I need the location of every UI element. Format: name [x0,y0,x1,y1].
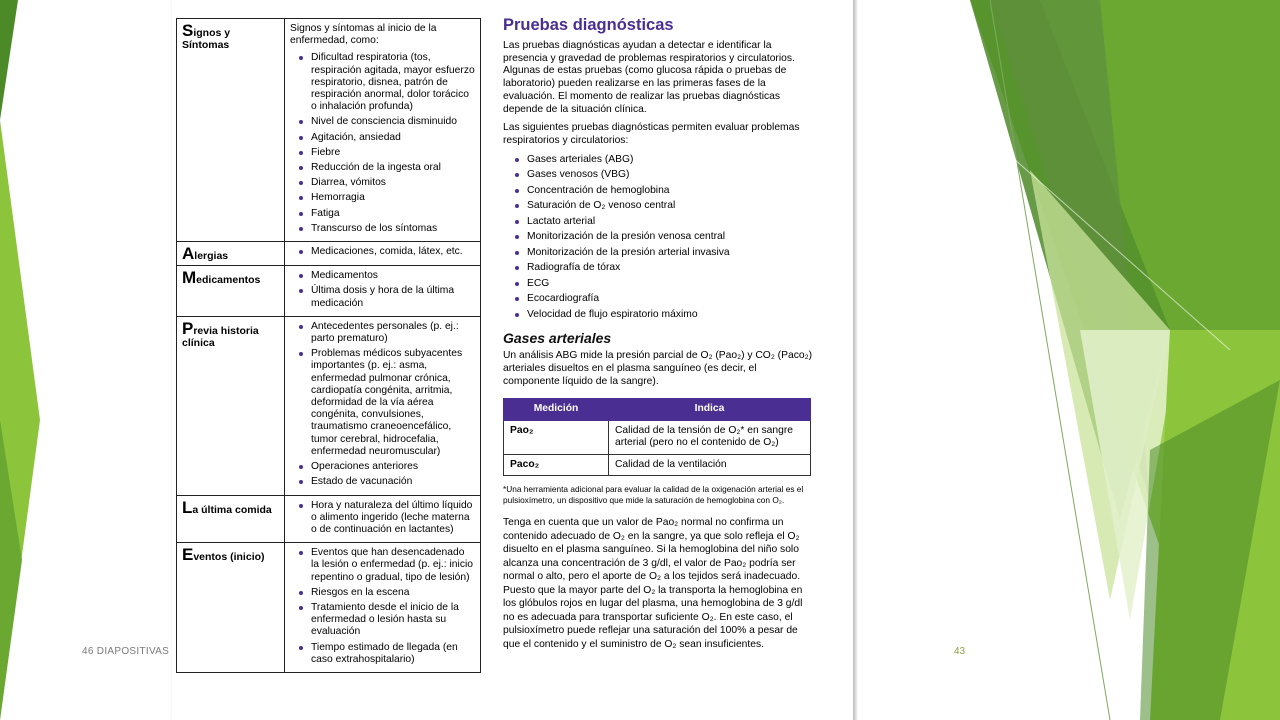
table-row [177,242,481,266]
table-header: Indica [609,399,811,421]
slide-count-footer: 46 DIAPOSITIVAS [82,646,170,657]
table-cell: Pao₂ [504,420,609,454]
sample-row-content [285,19,481,242]
list-item: Dificultad respiratoria (tos, respiración agitada, mayor esfuerzo respiratorio, disnea, patrón de respiración anormal, dolor torácico o inhalación profunda) [299,52,475,113]
sample-row-heading [177,242,285,266]
list-item: Agitación, ansiedad [299,132,475,144]
sample-row-heading [177,266,285,317]
sample-row-heading [177,495,285,543]
list-item: Fatiga [299,208,475,220]
list-item: Hora y naturaleza del último líquido o alimento ingerido (leche materna o de continuación en lactantes) [299,500,475,537]
right-column [503,12,815,657]
sample-list [290,547,475,666]
sample-letter: M [182,268,197,288]
table-cell: Calidad de la ventilación [609,454,811,476]
left-green-decoration [0,0,40,720]
list-item: ECG [513,278,815,291]
sample-row-content [285,266,481,317]
list-item: Tratamiento desde el inicio de la enfermedad o lesión hasta su evaluación [299,602,475,639]
paragraph: Las siguientes pruebas diagnósticas permiten evaluar problemas respiratorios y circulatorios: [503,122,800,146]
sample-list [290,500,475,537]
sample-row-content [285,242,481,266]
sample-row-heading [177,543,285,673]
list-item: Operaciones anteriores [299,461,475,473]
table-row [504,454,811,476]
list-item: Monitorización de la presión venosa central [513,231,815,244]
sample-row-heading [177,19,285,242]
list-item: Velocidad de flujo espiratorio máximo [513,309,815,322]
sample-heading-text: a última comida [192,503,272,516]
paragraph: Las pruebas diagnósticas ayudan a detectar e identificar la presencia y gravedad de problemas respiratorios y circulatorios. Algunas de estas pruebas (como glucosa rápida o pruebas de laboratorio) pueden realizarse en las primeras fases de la evaluación. El momento de realizar las pruebas diagnósticas depende de la situación clínica. [503,40,795,115]
sample-letter: S [182,21,194,40]
table-header: Medición [504,399,609,421]
sample-heading-text: lergias [194,250,229,263]
list-item: Nivel de consciencia disminuido [299,116,475,128]
sample-letter: P [182,318,194,338]
table-row [177,543,481,673]
sample-list [290,52,475,235]
list-item: Lactato arterial [513,216,815,229]
footnote: *Una herramienta adicional para evaluar la calidad de la oxigenación arterial es el pulsioxímetro, un dispositivo que mide la saturación de hemoglobina con O₂. [503,484,804,506]
sample-row-content [285,543,481,673]
list-item: Estado de vacunación [299,476,475,488]
list-item: Monitorización de la presión arterial invasiva [513,247,815,260]
table-row [504,420,811,454]
sample-letter: L [182,497,193,517]
sample-row-heading [177,316,285,495]
sample-letter: E [182,545,194,565]
list-item: Antecedentes personales (p. ej.: parto prematuro) [299,321,475,345]
list-item: Ecocardiografía [513,293,815,306]
sample-row-content [285,316,481,495]
tests-list [503,154,815,322]
list-item: Problemas médicos subyacentes importantes (p. ej.: asma, enfermedad pulmonar crónica, cardiopatía congénita, arritmia, deformidad de la vía aérea congénita, convulsiones, traumatismo craneoencefálico, tumor cerebral, hidrocefalia, enfermedad neuromuscular) [299,348,475,458]
list-item: Hemorragia [299,192,475,204]
paragraph: Tenga en cuenta que un valor de Pao₂ normal no confirma un contenido adecuado de O₂ en la sangre, ya que solo refleja el O₂ disuelto en el plasma sanguíneo. Si la hemoglobina del niño solo alcanza una concentración de 3 g/dl, el valor de Pao₂ podría ser normal o alto, pero el aporte de O₂ a los tejidos será inadecuado. Puesto que la mayor parte del O₂ la transporta la hemoglobina en los glóbulos rojos en lugar del plasma, una hemoglobina de 3 g/dl no es adecuada para transportar suficiente O₂. En este caso, el pulsioxímetro puede reflejar una saturación del 100% a pesar de que el contenido y el suministro de O₂ sean insuficientes. [503,517,803,650]
list-item: Radiografía de tórax [513,262,815,275]
paragraph: Un análisis ABG mide la presión parcial de O₂ (Pao₂) y CO₂ (Paco₂) arteriales disueltos en el plasma sanguíneo (es decir, el componente líquido de la sangre). [503,350,812,387]
sample-heading-text: edicamentos [196,274,261,287]
page-number: 43 [954,646,966,657]
list-item: Medicamentos [299,270,475,282]
sample-intro: Signos y síntomas al inicio de la enfermedad, como: [290,23,437,47]
list-item: Tiempo estimado de llegada (en caso extrahospitalario) [299,642,475,666]
sample-heading-text: ventos (inicio) [193,551,265,564]
sample-row-content [285,495,481,543]
list-item: Eventos que han desencadenado la lesión o enfermedad (p. ej.: inicio repentino o gradual, tipo de lesión) [299,547,475,584]
table-row [177,19,481,242]
right-green-decoration [970,0,1280,720]
sample-list [290,321,475,489]
sample-list [290,270,475,310]
list-item: Transcurso de los síntomas [299,223,475,235]
sample-letter: A [182,244,195,264]
list-item: Diarrea, vómitos [299,177,475,189]
table-row [177,495,481,543]
table-cell: Calidad de la tensión de O₂* en sangre arterial (pero no el contenido de O₂) [609,420,811,454]
list-item: Medicaciones, comida, látex, etc. [299,246,475,258]
list-item: Última dosis y hora de la última medicación [299,285,475,309]
table-row [177,266,481,317]
sample-list [290,246,475,258]
list-item: Gases venosos (VBG) [513,169,815,182]
list-item: Fiebre [299,147,475,159]
sample-table [176,18,481,673]
sample-heading-text: ignos y Síntomas [182,27,231,52]
sample-heading-text: revia historia clínica [182,324,259,350]
subsection-title: Gases arteriales [503,330,612,347]
list-item: Gases arteriales (ABG) [513,154,815,167]
page-edge [853,0,857,720]
table-cell: Paco₂ [504,454,609,476]
section-title: Pruebas diagnósticas [503,16,674,34]
list-item: Saturación de O₂ venoso central [513,200,815,213]
list-item: Concentración de hemoglobina [513,185,815,198]
table-row [177,316,481,495]
list-item: Reducción de la ingesta oral [299,162,475,174]
list-item: Riesgos en la escena [299,587,475,599]
abg-table [503,398,811,476]
